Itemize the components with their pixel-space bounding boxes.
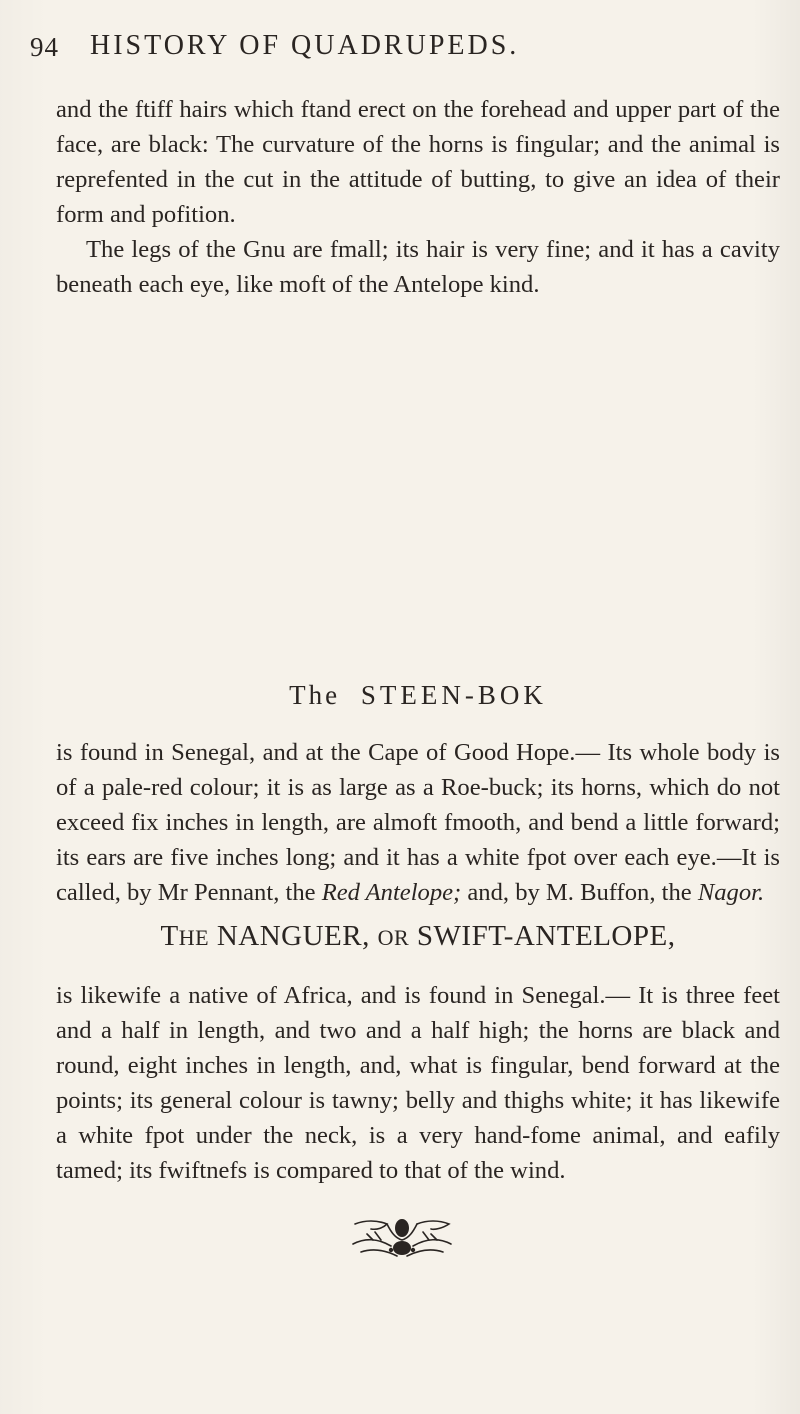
page-number: 94 [30,32,59,62]
steenbok-text-middle: and, by M. Buffon, the [461,879,698,906]
title-or: OR [377,925,410,950]
title-swift-antelope: SWIFT-ANTELOPE, [416,920,676,952]
title-nanguer: NANGUER, [216,920,370,952]
title-the-initial: T [160,920,179,952]
section-title-name: STEEN-BOK [360,680,547,710]
steenbok-italic-nagor: Nagor. [697,879,765,906]
paragraph-gnu-horns: and the ftiff hairs which ftand erect on the forehead and upper part of the face, are black: The curvature of the horns is fingular; and the animal is reprefented in the cut in the attitude of butting, to give an idea of their form and pofition. [56,96,780,228]
section-title-the: The [289,680,341,710]
paragraph-gnu-legs: The legs of the Gnu are fmall; its hair is very fine; and it has a cavity beneath each eye, like moft of the Antelope kind. [56,236,780,298]
paragraph-nanguer: is likewife a native of Africa, and is found in Senegal.— It is three feet and a half in length, and two and a half high; the horns are black and round, eight inches in length, and, what is fingular, bend forward at the points; its general colour is tawny; belly and thighs white; it has likewife a white fpot under the neck, is a very hand-fome animal, and eafily tamed; its fwiftnefs is compared to that of the wind. [56,982,780,1184]
steenbok-description [56,735,780,910]
steenbok-italic-red-antelope: Red Antelope; [321,879,462,906]
running-title: HISTORY OF QUADRUPEDS. [90,30,520,61]
gnu-description [56,92,780,302]
section-title-nanguer [56,920,780,953]
paragraph-steenbok [56,735,780,910]
running-head [30,20,778,80]
steenbok-text: is found in Senegal, and at the Cape of Good Hope.— Its whole body is of a pale-red colour; it is as large as a Roe-buck; its horns, which do not exceed fix inches in length, are almoft fmooth, and bend a little forward; its ears are five inches long; and it has a white fpot over each eye.—It is called, by Mr Pennant, the [56,739,780,906]
section-title-steenbok [56,680,780,711]
nanguer-description [56,978,780,1188]
tailpiece-ornament-icon [347,1214,457,1264]
title-the-rest: HE [178,925,210,950]
